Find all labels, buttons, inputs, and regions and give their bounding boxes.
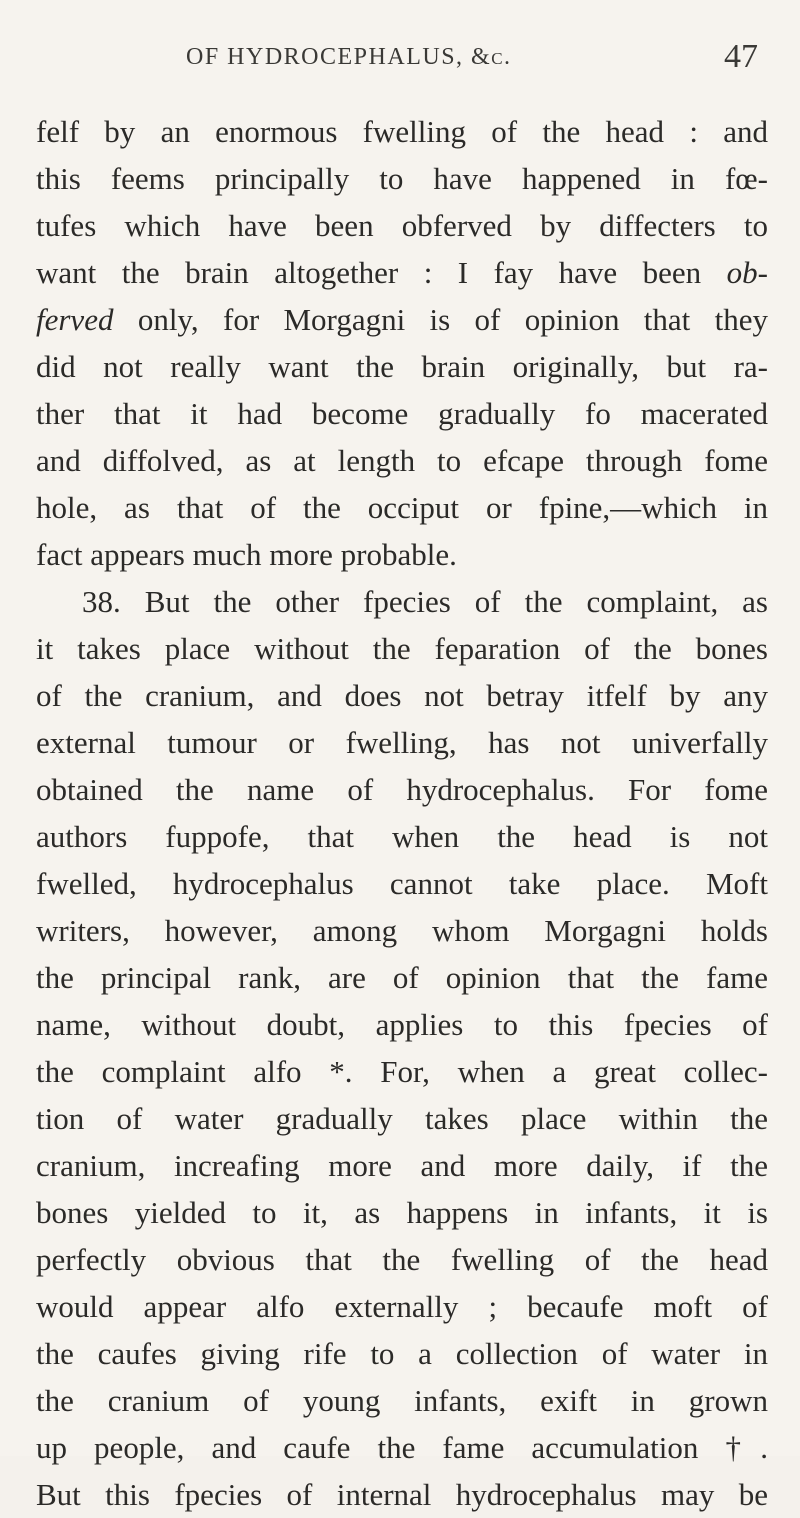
text-line bbox=[36, 202, 768, 249]
text-run: tufes which have been obferved by diffecters to bbox=[36, 208, 768, 243]
text-line bbox=[36, 1142, 768, 1189]
text-run: bones yielded to it, as happens in infants, it is bbox=[36, 1195, 768, 1230]
text-line bbox=[36, 343, 768, 390]
running-title: OF HYDROCEPHALUS, &c. bbox=[186, 44, 512, 70]
text-run: hole, as that of the occiput or fpine,—which in bbox=[36, 490, 768, 525]
italic-text: ferved bbox=[36, 302, 114, 337]
text-line bbox=[36, 813, 768, 860]
text-line bbox=[36, 907, 768, 954]
text-line bbox=[36, 296, 768, 343]
text-line bbox=[36, 578, 768, 625]
text-line bbox=[36, 1283, 768, 1330]
italic-text: ob- bbox=[726, 255, 768, 290]
text-line bbox=[36, 437, 768, 484]
text-run: up people, and caufe the fame accumulation †. bbox=[36, 1430, 768, 1465]
text-run: But this fpecies of internal hydrocephalus may be bbox=[36, 1477, 768, 1512]
text-line bbox=[36, 1424, 768, 1471]
text-line bbox=[36, 1377, 768, 1424]
text-line bbox=[36, 860, 768, 907]
text-run: the caufes giving rife to a collection of water in bbox=[36, 1336, 768, 1371]
text-run: fwelled, hydrocephalus cannot take place. Moft bbox=[36, 866, 768, 901]
text-line bbox=[36, 155, 768, 202]
text-line bbox=[36, 1001, 768, 1048]
body-text bbox=[36, 108, 768, 1518]
text-run: it takes place without the feparation of the bones bbox=[36, 631, 768, 666]
text-run: external tumour or fwelling, has not univerfally bbox=[36, 725, 768, 760]
text-line bbox=[36, 531, 768, 578]
text-line bbox=[36, 484, 768, 531]
text-run: 38. But the other fpecies of the complaint, as bbox=[82, 584, 768, 619]
text-run: the cranium of young infants, exift in grown bbox=[36, 1383, 768, 1418]
text-run: authors fuppofe, that when the head is not bbox=[36, 819, 768, 854]
text-line bbox=[36, 1330, 768, 1377]
text-line bbox=[36, 719, 768, 766]
text-line bbox=[36, 1048, 768, 1095]
text-run: felf by an enormous fwelling of the head : and bbox=[36, 114, 768, 149]
text-line bbox=[36, 1095, 768, 1142]
text-run: and diffolved, as at length to efcape through fome bbox=[36, 443, 768, 478]
text-line bbox=[36, 954, 768, 1001]
text-line bbox=[36, 1236, 768, 1283]
text-run: tion of water gradually takes place within the bbox=[36, 1101, 768, 1136]
text-line bbox=[36, 625, 768, 672]
text-line bbox=[36, 766, 768, 813]
text-run: ther that it had become gradually fo macerated bbox=[36, 396, 768, 431]
text-run: did not really want the brain originally, but ra- bbox=[36, 349, 768, 384]
page-number: 47 bbox=[724, 38, 758, 75]
text-line bbox=[36, 249, 768, 296]
text-run: want the brain altogether : I fay have been bbox=[36, 255, 727, 290]
running-head bbox=[0, 18, 800, 78]
text-run: the complaint alfo *. For, when a great collec- bbox=[36, 1054, 768, 1089]
text-line bbox=[36, 1471, 768, 1518]
text-run: name, without doubt, applies to this fpecies of bbox=[36, 1007, 768, 1042]
text-run: only, for Morgagni is of opinion that they bbox=[113, 302, 768, 337]
text-line bbox=[36, 390, 768, 437]
text-run: the principal rank, are of opinion that the fame bbox=[36, 960, 768, 995]
text-run: this feems principally to have happened in fœ- bbox=[36, 161, 768, 196]
text-run: writers, however, among whom Morgagni holds bbox=[36, 913, 768, 948]
text-run: of the cranium, and does not betray itfelf by any bbox=[36, 678, 768, 713]
text-line bbox=[36, 1189, 768, 1236]
text-run: obtained the name of hydrocephalus. For fome bbox=[36, 772, 768, 807]
text-run: perfectly obvious that the fwelling of the head bbox=[36, 1242, 768, 1277]
text-run: would appear alfo externally ; becaufe moft of bbox=[36, 1289, 768, 1324]
text-run: cranium, increafing more and more daily, if the bbox=[36, 1148, 768, 1183]
text-line bbox=[36, 672, 768, 719]
text-line bbox=[36, 108, 768, 155]
text-run: fact appears much more probable. bbox=[36, 537, 457, 572]
